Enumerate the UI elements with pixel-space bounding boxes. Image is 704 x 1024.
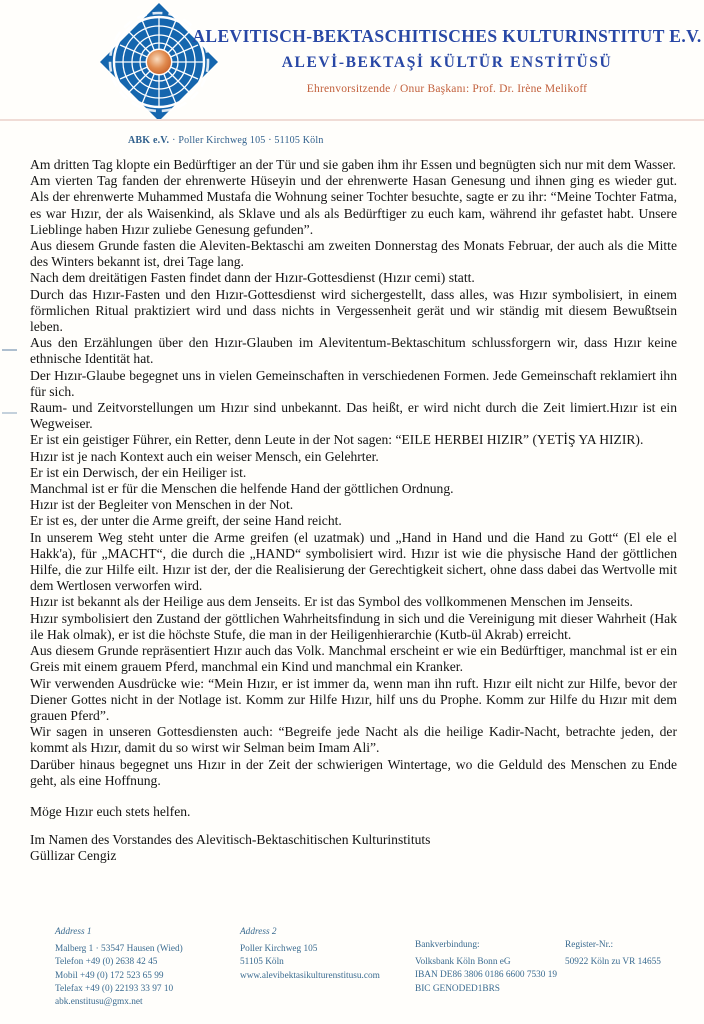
footer-register-label: Register-Nr.: [565, 940, 614, 950]
body-paragraph: Hızır ist bekannt als der Heilige aus dem Jenseits. Er ist das Symbol des vollkommenen Menschen im Jenseits. [30, 594, 633, 610]
body-paragraph: Durch das Hızır-Fasten und den Hızır-Gottesdienst wird sichergestellt, dass alles, was Hızır symbolisiert, in einem förmlichen Ritual praktiziert wird und dass nichts in Vergessenheit gerät und wir ständig mit diesem Bewußtsein leben. [30, 286, 677, 335]
body-paragraph: Wir verwenden Ausdrücke wie: “Mein Hızır, er ist immer da, wenn man ihn ruft. Hızır eilt nicht zur Hilfe, bevor der Diener Gottes nicht in der Notlage ist. Komm zur Hilfe Hızır, hilf uns du Prophe. Komm zur Hilfe du Hızır mit dem grauen Pferd”. [30, 675, 677, 723]
footer-bank-details [415, 939, 557, 996]
sender-org: ABK e.V. [128, 135, 170, 146]
body-paragraph: Wir sagen in unseren Gottesdiensten auch: “Begreife jede Nacht als die heilige Kadir-Nacht, betrachte jeden, der kommt als Hızır, damit du so wirst wir Selman beim Imam Ali”. [30, 724, 677, 756]
footer-address2-city: 51105 Köln [240, 957, 284, 968]
fold-mark [2, 349, 17, 351]
footer-address2-website: www.alevibektasikulturenstitusu.com [240, 970, 380, 981]
body-paragraph: Manchmal ist er für die Menschen die helfende Hand der göttlichen Ordnung. [30, 481, 454, 497]
letterhead-titles [192, 26, 702, 95]
footer-address2-label: Address 2 [240, 927, 277, 937]
body-paragraph: Er ist es, der unter die Arme greift, der seine Hand reicht. [30, 513, 342, 529]
fold-mark [2, 412, 17, 414]
footer-address1-street: Malberg 1 · 53547 Hausen (Wied) [55, 944, 183, 955]
closing-wish: Möge Hızır euch stets helfen. [30, 803, 191, 819]
header-divider [0, 119, 704, 121]
footer-bank-name: Volksbank Köln Bonn eG [415, 957, 511, 968]
body-paragraph: Aus diesem Grunde repräsentiert Hızır auch das Volk. Manchmal erscheint er wie ein Bedürftiger, manchmal ist er ein Greis mit einem grauem Pferd, manchmal ein Kind und manchmal ein Kranker. [30, 643, 677, 675]
body-paragraph: Er ist ein geistiger Führer, ein Retter, denn Leute in der Not sagen: “EILE HERBEI HIZIR” (YETİŞ YA HIZIR). [30, 432, 644, 448]
footer-register [565, 939, 661, 969]
footer-address1-email: abk.enstitusu@gmx.net [55, 997, 143, 1008]
footer-address1-phone: Telefon +49 (0) 2638 42 45 [55, 957, 158, 968]
letter-body [30, 157, 677, 865]
body-paragraph: Am dritten Tag klopte ein Bedürftiger an der Tür und sie gaben ihm ihr Essen und begnügten sich nur mit dem Wasser. [30, 157, 676, 172]
body-paragraph: Hızır ist je nach Kontext auch ein weiser Mensch, ein Gelehrter. [30, 448, 379, 464]
sender-address-line [128, 135, 324, 146]
body-paragraph: Er ist ein Derwisch, der ein Heiliger ist. [30, 464, 247, 480]
footer-address2-street: Poller Kirchweg 105 [240, 944, 318, 955]
footer-register-number: 50922 Köln zu VR 14655 [565, 957, 661, 968]
footer-bank-label: Bankverbindung: [415, 940, 480, 950]
body-paragraph: Aus den Erzählungen über den Hızır-Glauben im Alevitentum-Bektaschitum schlussforgern wir, dass Hızır keine ethnische Identität hat. [30, 335, 677, 367]
footer-bank-iban: IBAN DE86 3806 0186 6600 7530 19 [415, 970, 558, 981]
body-paragraph: Der Hızır-Glaube begegnet uns in vielen Gemeinschaften in verschiedenen Formen. Jede Gemeinschaft reklamiert ihn für sich. [30, 367, 677, 399]
signature-name: Güllizar Cengiz [30, 848, 117, 864]
body-paragraph: Nach dem dreitätigen Fasten findet dann der Hızır-Gottesdienst (Hızır cemi) statt. [30, 270, 475, 286]
body-paragraph: Raum- und Zeitvorstellungen um Hızır sind unbekannt. Das heißt, er wird nicht durch die Zeit limiert.Hızır ist ein Wegweiser. [30, 400, 677, 432]
footer-bank-bic: BIC GENODED1BRS [415, 983, 500, 994]
footer-address2 [240, 926, 380, 983]
body-paragraph: Hızır ist der Begleiter von Menschen in der Not. [30, 497, 294, 513]
honorary-chair-line: Ehrenvorsitzende / Onur Başkanı: Prof. Dr. Irène Melikoff [306, 83, 588, 95]
org-name-turkish: ALEVİ-BEKTAŞİ KÜLTÜR ENSTİTÜSÜ [281, 54, 613, 71]
body-paragraph: In unserem Weg steht unter die Arme greifen (el uzatmak) und „Hand in Hand und die Hand zu Gott“ (El ele el Hakk'a), für „MACHT“, die durch die „HAND“ symbolisiert wird. Hızır ist wie die physische Hand der göttlichen Hilfe, die zur Hilfe eilt. Hızır ist der, der die Realisierung der Gerechtigkeit sichert, ohne dass dabei das Wertvolle mit dem Wertlosen verworfen wird. [30, 529, 677, 594]
footer-address1 [55, 926, 183, 1009]
body-paragraph: Darüber hinaus begegnet uns Hızır in der Zeit der schwierigen Wintertage, wo die Gelduld des Menschen zu Ende geht, als eine Hoffnung. [30, 756, 677, 788]
body-paragraph: Hızır symbolisiert den Zustand der göttlichen Wahrheitsfindung in sich und die Vereinigung mit dieser Wahrheit (Hak ile Hak olmak), er ist die höchste Stufe, die man in der Heiligenhierarchie (Kutb-ül Akrab) erreicht. [30, 610, 677, 642]
footer-address1-label: Address 1 [55, 927, 92, 937]
body-paragraph: Am vierten Tag fanden der ehrenwerte Hüseyin und der ehrenwerte Hasan Genesung und ihnen ging es wieder gut. Als der ehrenwerte Muhammed Mustafa die Wohnung seiner Tochter besuchte, sagte er zu ihr: “Meine Tochter Fatma, es war Hızır, der als Waisenkind, als Sklave und als als Bedürftiger zu euch kam, während ihr gefastet habt. Unsere Lieblinge haben Hızır zuliebe Genesung gefunden”. [30, 173, 677, 237]
signoff-line: Im Namen des Vorstandes des Alevitisch-Bektaschitischen Kulturinstituts [30, 832, 431, 848]
footer-address1-mobile: Mobil +49 (0) 172 523 65 99 [55, 970, 164, 981]
body-paragraph: Aus diesem Grunde fasten die Aleviten-Bektaschi am zweiten Donnerstag des Monats Februar, der auch als die Mitte des Winters bekannt ist, drei Tage lang. [30, 238, 677, 270]
sender-address: · Poller Kirchweg 105 · 51105 Köln [172, 135, 324, 146]
org-name-german: ALEVITISCH-BEKTASCHITISCHES KULTURINSTITUT E.V. [192, 26, 702, 46]
footer-address1-fax: Telefax +49 (0) 22193 33 97 10 [55, 983, 174, 994]
